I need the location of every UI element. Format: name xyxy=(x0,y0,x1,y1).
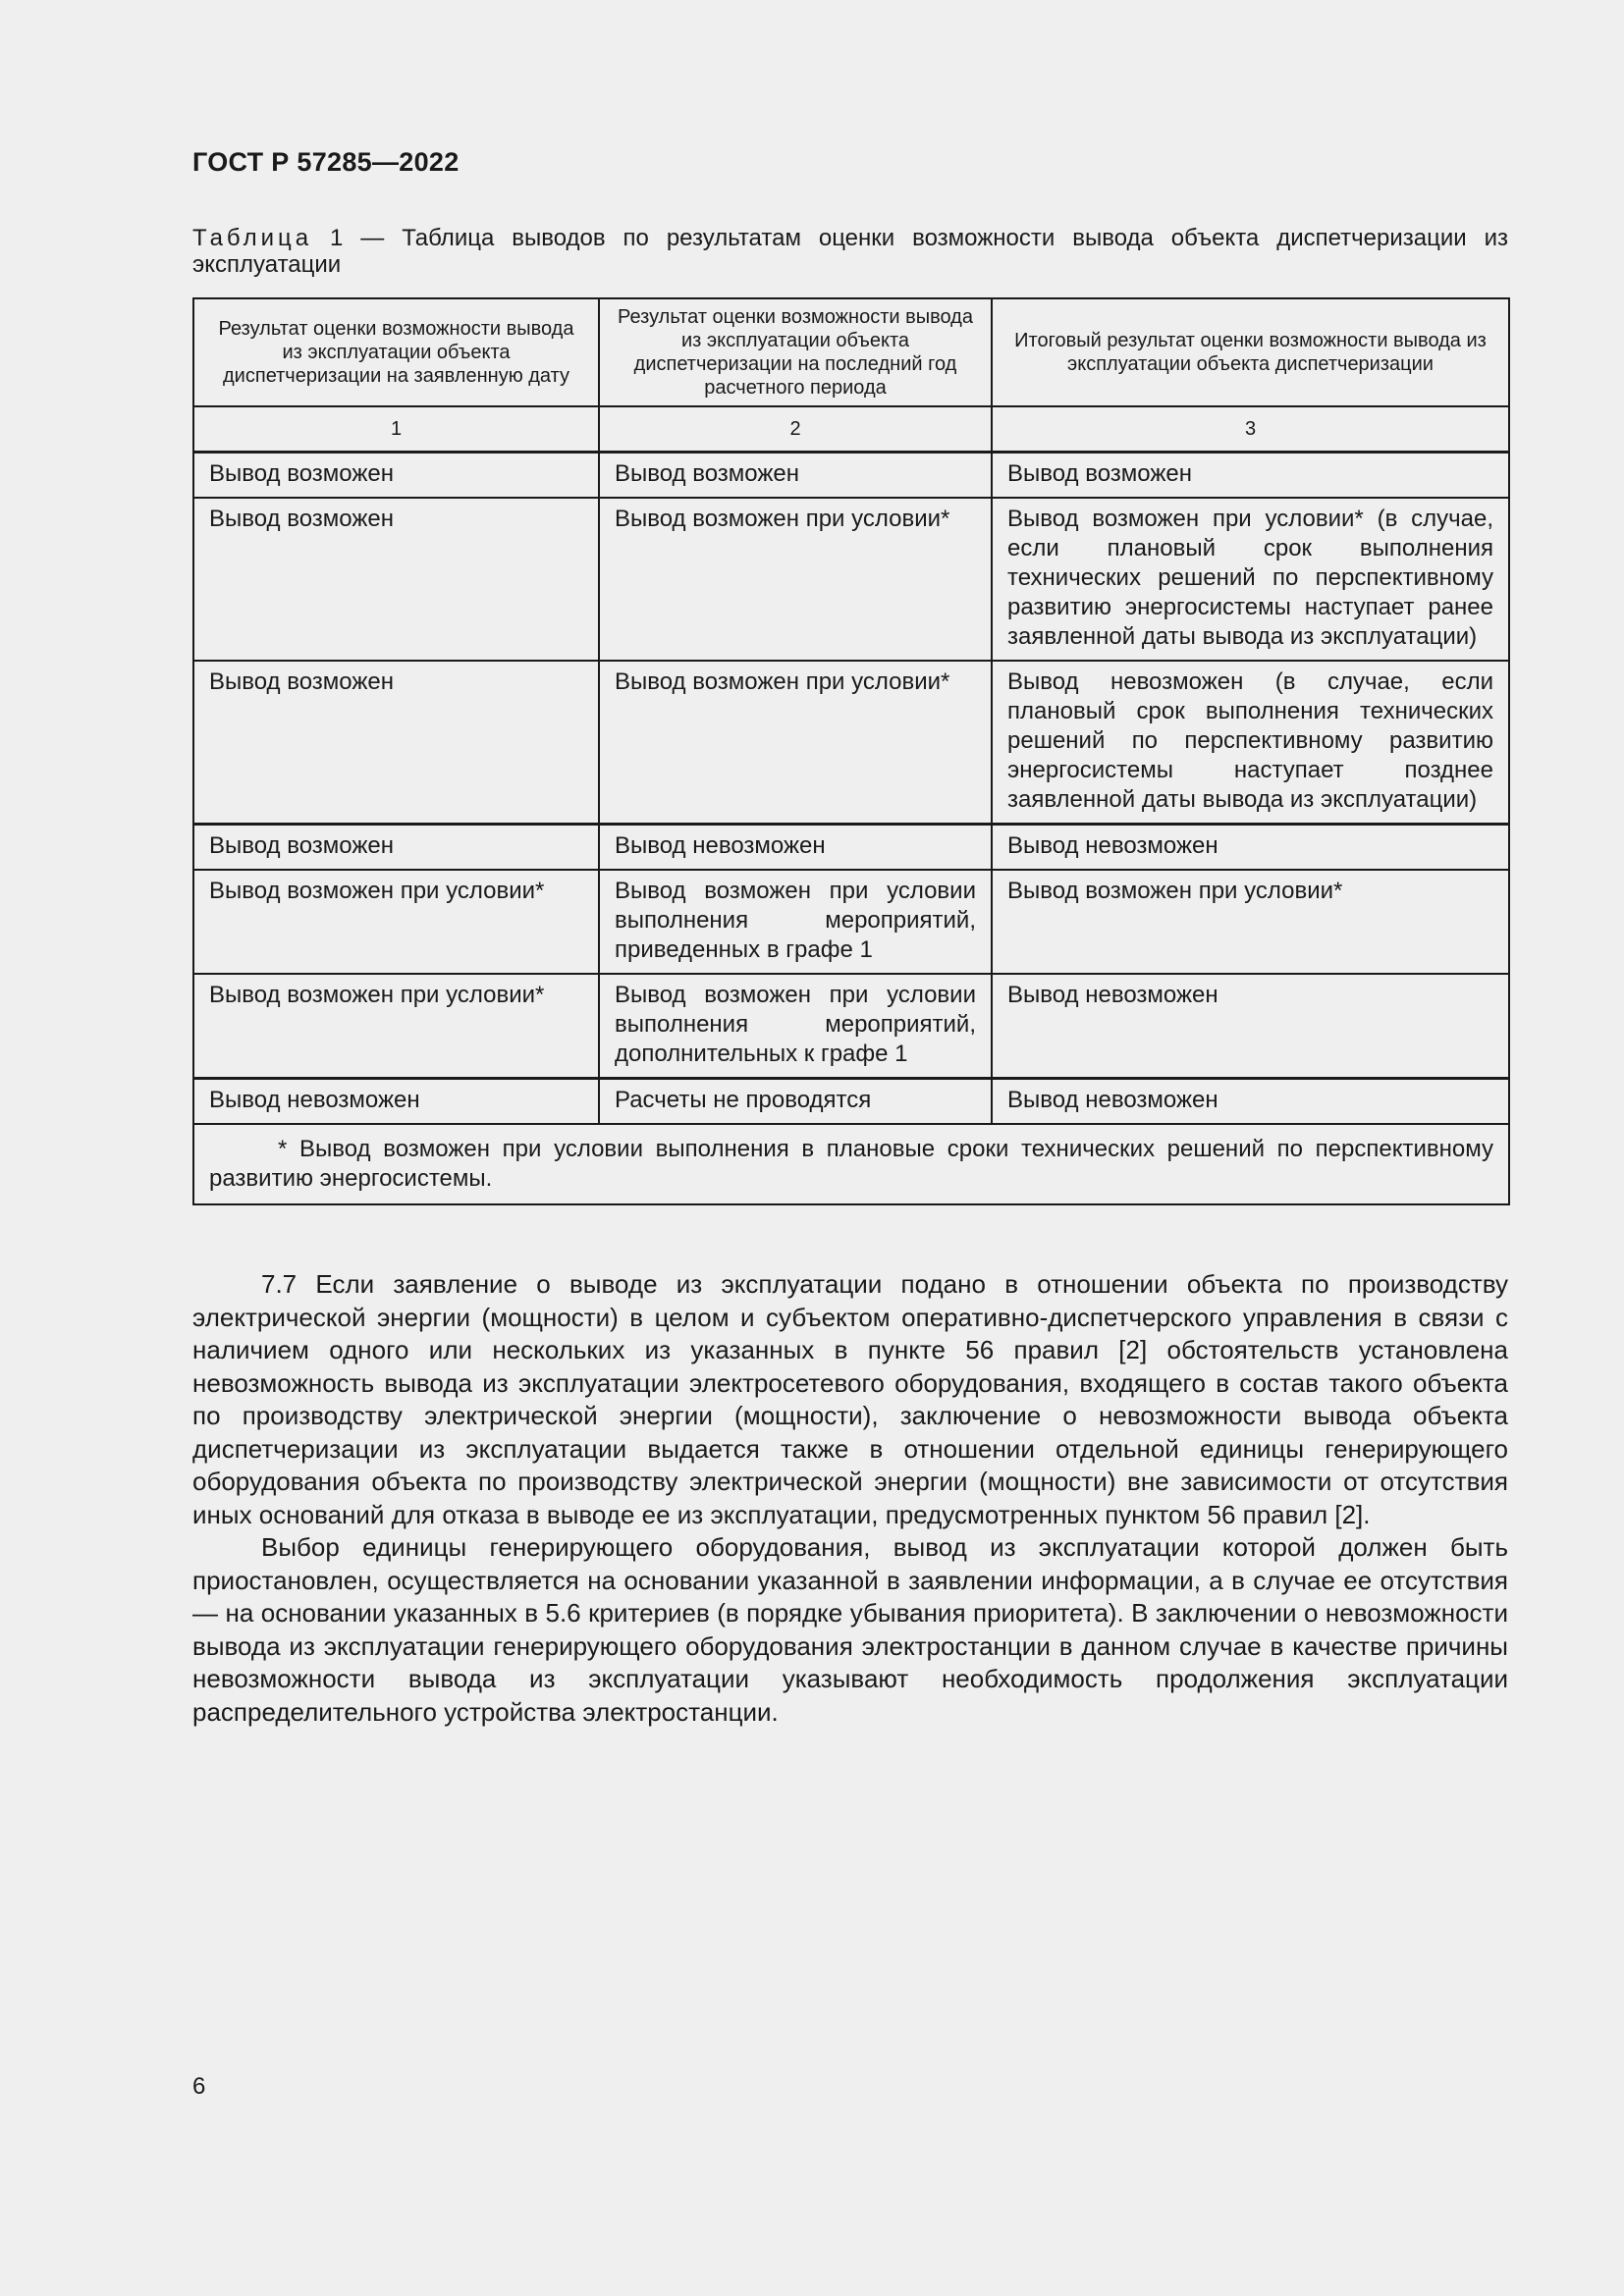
table-row xyxy=(193,974,1509,1079)
table-footnote xyxy=(193,1124,1509,1204)
table-column-numbers-row xyxy=(193,406,1509,452)
table-row xyxy=(193,498,1509,661)
page-number: 6 xyxy=(192,2073,206,2100)
table-cell: Вывод возможен xyxy=(599,452,992,498)
body-paragraph-7-7: 7.7 Если заявление о выводе из эксплуатации подано в отношении объекта по производству электрической энергии (мощности) в целом и субъектом оперативно-диспетчерского управления в связи с наличием одного или нескольких из указанных в пункте 56 правил [2] обстоятельств установлена невозможность вывода из эксплуатации электросетевого оборудования, входящего в состав такого объекта по производству электрической энергии (мощности), заключение о невозможности вывода объекта диспетчеризации из эксплуатации выдается также в отношении отдельной единицы генерирующего оборудования объекта по производству электрической энергии (мощности) вне зависимости от отсутствия иных оснований для отказа в выводе ее из эксплуатации, предусмотренных пунктом 56 правил [2]. xyxy=(192,1269,1508,1529)
table-cell: Вывод возможен при условии* xyxy=(599,661,992,825)
table-row xyxy=(193,452,1509,498)
table-header-row xyxy=(193,298,1509,406)
table-cell: Вывод невозможен xyxy=(992,824,1509,870)
table-cell: Вывод возможен xyxy=(193,824,599,870)
body-paragraph-selection: Выбор единицы генерирующего оборудования, вывод из эксплуатации которой должен быть приостановлен, осуществляется на основании указанной в заявлении информации, а в случае ее отсутствия — на основании указанных в 5.6 критериев (в порядке убывания приоритета). В заключении о невозможности вывода из эксплуатации генерирующего оборудования электростанции в данном случае в качестве причины невозможности вывода из эксплуатации указывают необходимость продолжения эксплуатации распределительного устройства электростанции. xyxy=(192,1532,1508,1727)
table-row xyxy=(193,824,1509,870)
document-standard-number: ГОСТ Р 57285—2022 xyxy=(192,147,460,177)
table-cell: Вывод возможен xyxy=(193,498,599,661)
table-cell: Вывод возможен при условии выполнения мероприятий, приведенных в графе 1 xyxy=(599,870,992,974)
table-footnote-row xyxy=(193,1124,1509,1204)
table-cell: Вывод возможен при условии* xyxy=(193,870,599,974)
table-cell: Вывод возможен при условии* xyxy=(193,974,599,1079)
table-row xyxy=(193,1078,1509,1124)
table-cell: Вывод невозможен (в случае, если плановый срок выполнения технических решений по перспективному развитию энергосистемы наступает позднее заявленной даты вывода из эксплуатации) xyxy=(992,661,1509,825)
table-header-cell: Результат оценки возможности вывода из эксплуатации объекта диспетчеризации на последний год расчетного периода xyxy=(599,298,992,406)
table-cell: Вывод невозможен xyxy=(599,824,992,870)
table-footnote-text: * Вывод возможен при условии выполнения в плановые сроки технических решений по перспективному развитию энергосистемы. xyxy=(209,1135,1493,1192)
table-cell: Вывод возможен xyxy=(992,452,1509,498)
table-caption-label: Таблица xyxy=(192,225,313,251)
table-cell: Вывод возможен при условии* xyxy=(599,498,992,661)
column-number: 1 xyxy=(193,406,599,452)
table-cell: Вывод невозможен xyxy=(992,1078,1509,1124)
table-cell: Расчеты не проводятся xyxy=(599,1078,992,1124)
table-caption-text: 1 — Таблица выводов по результатам оценки возможности вывода объекта диспетчеризации из эксплуатации xyxy=(192,225,1508,278)
table-row xyxy=(193,661,1509,825)
table-row xyxy=(193,870,1509,974)
table-cell: Вывод возможен при условии* (в случае, если плановый срок выполнения технических решений по перспективному развитию энергосистемы наступает ранее заявленной даты вывода из эксплуатации) xyxy=(992,498,1509,661)
table-caption xyxy=(192,225,1508,278)
conclusions-table xyxy=(192,297,1510,1205)
table-cell: Вывод возможен при условии выполнения мероприятий, дополнительных к графе 1 xyxy=(599,974,992,1079)
table-header-cell: Итоговый результат оценки возможности вывода из эксплуатации объекта диспетчеризации xyxy=(992,298,1509,406)
table-cell: Вывод возможен xyxy=(193,452,599,498)
table-cell: Вывод невозможен xyxy=(193,1078,599,1124)
column-number: 3 xyxy=(992,406,1509,452)
table-cell: Вывод невозможен xyxy=(992,974,1509,1079)
column-number: 2 xyxy=(599,406,992,452)
table-header-cell: Результат оценки возможности вывода из эксплуатации объекта диспетчеризации на заявленную дату xyxy=(193,298,599,406)
table-cell: Вывод возможен xyxy=(193,661,599,825)
table-cell: Вывод возможен при условии* xyxy=(992,870,1509,974)
